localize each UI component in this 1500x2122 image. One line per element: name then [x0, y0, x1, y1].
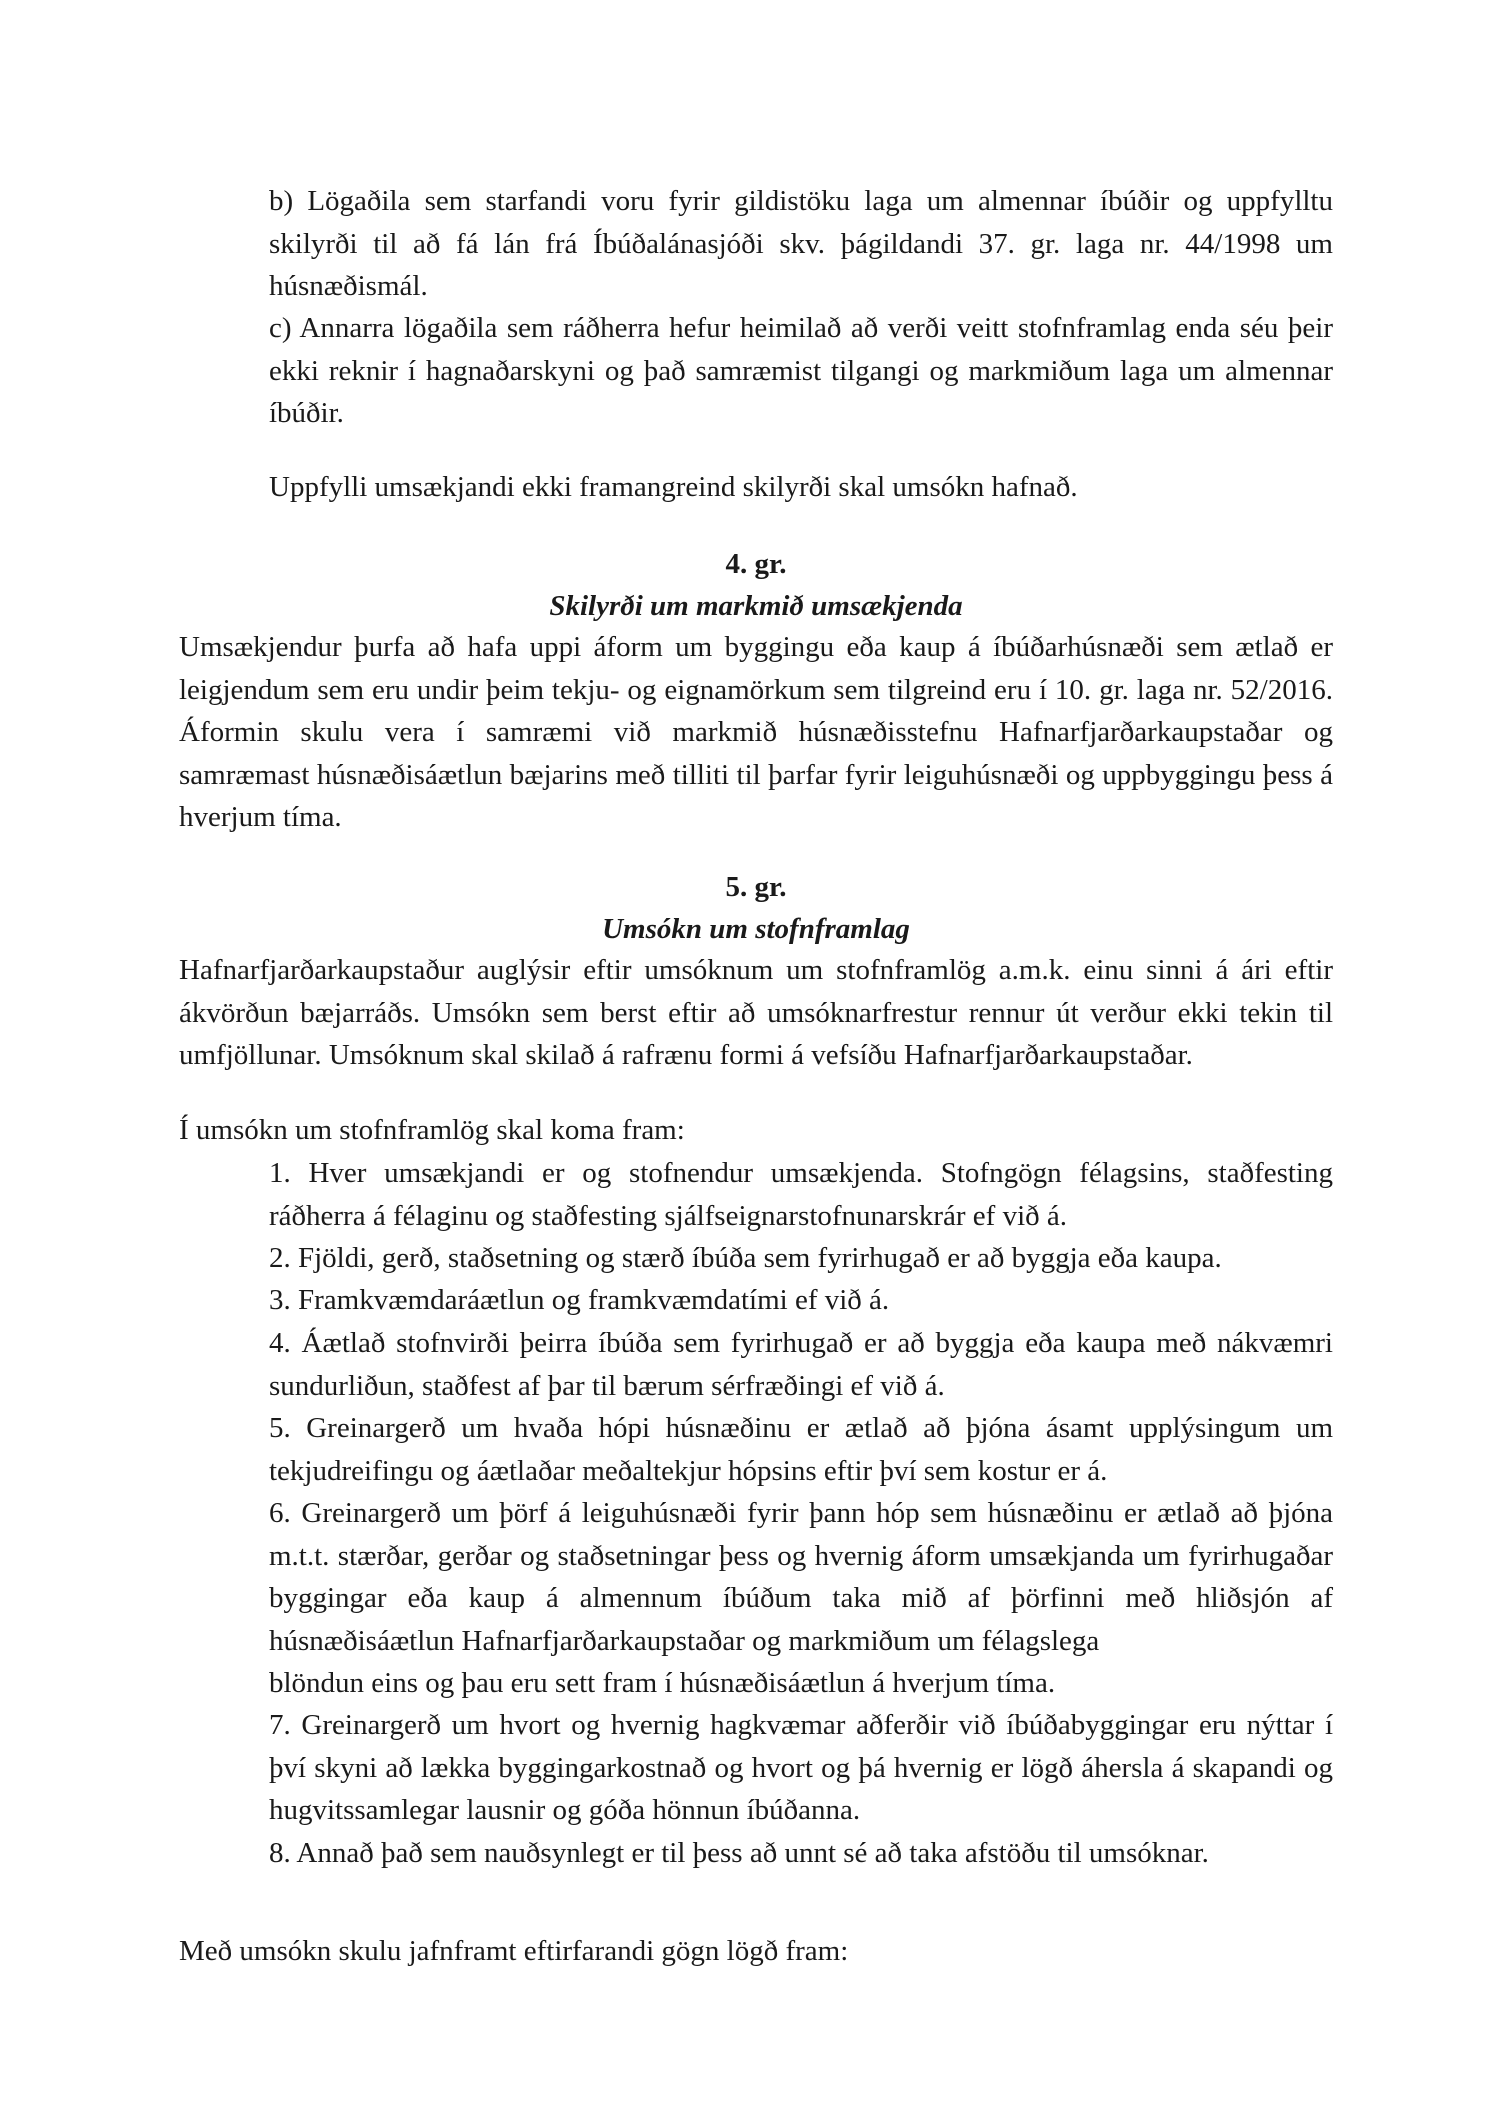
article-5-title: Umsókn um stofnframlag: [602, 913, 910, 945]
article-4-body: Umsækjendur þurfa að hafa uppi áform um byggingu eða kaup á íbúðarhúsnæði sem ætlað er leigjendum sem eru undir þeim tekju- og eignamörkum sem tilgreind eru í 10. gr. laga nr. 52/2016. Áformin skulu vera í samræmi við markmið húsnæðisstefnu Hafnarfjarðarkaupstaðar og samræmast húsnæðisáætlun bæjarins með tilliti til þarfar fyrir leiguhúsnæði og uppbyggingu þess á hverjum tíma.: [179, 631, 1333, 833]
article-4-title: Skilyrði um markmið umsækjenda: [549, 590, 963, 622]
item-b-paragraph: b) Lögaðila sem starfandi voru fyrir gildistöku laga um almennar íbúðir og uppfylltu skilyrði til að fá lán frá Íbúðalánasjóði skv. þágildandi 37. gr. laga nr. 44/1998 um húsnæðismál.: [269, 185, 1333, 302]
closing-paragraph: Með umsókn skulu jafnframt eftirfarandi gögn lögð fram:: [179, 1935, 849, 1967]
list-item-2: 2. Fjöldi, gerð, staðsetning og stærð íbúða sem fyrirhugað er að byggja eða kaupa.: [269, 1242, 1222, 1274]
article-5-number: 5. gr.: [725, 871, 787, 903]
list-item-5: 5. Greinargerð um hvaða hópi húsnæðinu er ætlað að þjóna ásamt upplýsingum um tekjudreifingu og áætlaðar meðaltekjur hópsins eftir því sem kostur er á.: [269, 1412, 1333, 1487]
list-item-6: 6. Greinargerð um þörf á leiguhúsnæði fyrir þann hóp sem húsnæðinu er ætlað að þjóna m.t.t. stærðar, gerðar og staðsetningar þess og hvernig áform umsækjanda um fyrirhugaðar byggingar eða kaup á almennum íbúðum taka mið af þörfinni með hliðsjón af húsnæðisáætlun Hafnarfjarðarkaupstaðar og markmiðum um félagslega: [269, 1497, 1333, 1657]
article-4-number: 4. gr.: [725, 548, 787, 580]
list-item-6-continued: blöndun eins og þau eru sett fram í húsnæðisáætlun á hverjum tíma.: [269, 1667, 1056, 1699]
list-intro: Í umsókn um stofnframlög skal koma fram:: [179, 1114, 685, 1146]
list-item-3: 3. Framkvæmdaráætlun og framkvæmdatími ef við á.: [269, 1284, 890, 1316]
list-item-1: 1. Hver umsækjandi er og stofnendur umsækjenda. Stofngögn félagsins, staðfesting ráðherra á félaginu og staðfesting sjálfseignarstofnunarskrár ef við á.: [269, 1157, 1333, 1232]
list-item-7: 7. Greinargerð um hvort og hvernig hagkvæmar aðferðir við íbúðabyggingar eru nýttar í því skyni að lækka byggingarkostnað og hvort og þá hvernig er lögð áhersla á skapandi og hugvitssamlegar lausnir og góða hönnun íbúðanna.: [269, 1709, 1333, 1826]
item-c-paragraph: c) Annarra lögaðila sem ráðherra hefur heimilað að verði veitt stofnframlag enda séu þeir ekki reknir í hagnaðarskyni og það samræmist tilgangi og markmiðum laga um almennar íbúðir.: [269, 312, 1333, 429]
article-5-body: Hafnarfjarðarkaupstaður auglýsir eftir umsóknum um stofnframlög a.m.k. einu sinni á ári eftir ákvörðun bæjarráðs. Umsókn sem berst eftir að umsóknarfrestur rennur út verður ekki tekin til umfjöllunar. Umsóknum skal skilað á rafrænu formi á vefsíðu Hafnarfjarðarkaupstaðar.: [179, 954, 1333, 1071]
list-item-8: 8. Annað það sem nauðsynlegt er til þess að unnt sé að taka afstöðu til umsóknar.: [269, 1837, 1209, 1869]
rejection-paragraph: Uppfylli umsækjandi ekki framangreind skilyrði skal umsókn hafnað.: [269, 471, 1078, 503]
list-item-4: 4. Áætlað stofnvirði þeirra íbúða sem fyrirhugað er að byggja eða kaupa með nákvæmri sundurliðun, staðfest af þar til bærum sérfræðingi ef við á.: [269, 1327, 1333, 1402]
